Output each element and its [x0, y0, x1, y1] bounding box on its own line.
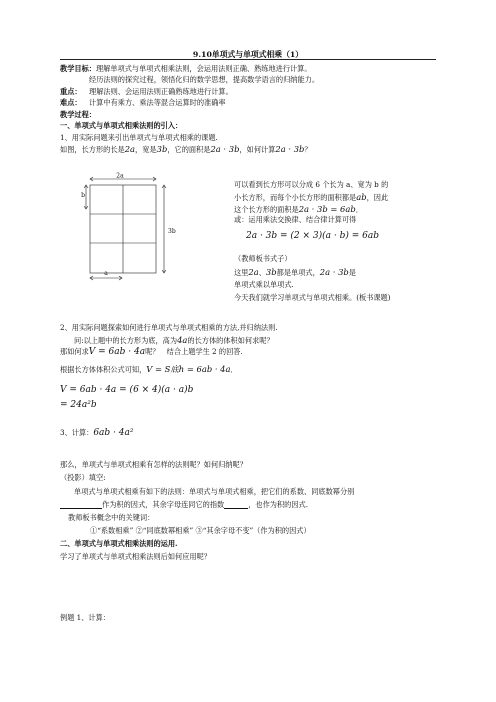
rule-line-1: 单项式与单项式相乘有如下的法则：单项式与单项式相乘，把它们的系数、同底数幂分别 [74, 487, 355, 496]
s2-line3a: 那如何求 [60, 347, 89, 356]
right-text-2-math: ab [356, 192, 367, 202]
page-title: 9.10单项式与单项式相乘（1） [192, 50, 304, 59]
s2-line4-math: V = S底h = 6ab · 4a [146, 364, 231, 374]
s1-line2-text-e: ？ [304, 145, 312, 154]
s1-line2-text-b: ，宽是 [135, 145, 157, 154]
right-text-8: 今天我们就学习单项式与单项式相乘。(板书课题) [234, 293, 391, 302]
rule-line-2b: ，也作为积的因式. [248, 500, 308, 509]
s3-row [60, 428, 133, 439]
right-text-3a: 这个长方形的面积是 [234, 205, 299, 214]
s3-label: 3、计算： [60, 428, 94, 437]
teaching-goal-row [60, 64, 312, 73]
right-text-6 [234, 267, 356, 278]
right-text-7: 单项式乘以单项式. [234, 280, 294, 289]
s2-line2a: 问:以上题中的长方形为底，高为 [74, 336, 178, 345]
s2-line1: 2、用实际问题探索如何进行单项式与单项式相乘的方法,并归纳法则. [60, 323, 278, 332]
process-label: 教学过程： [60, 110, 96, 119]
s2-line4a: 根据长方体体积公式可知， [60, 365, 147, 374]
s1-line2-text-d: ，如何计算 [239, 145, 276, 154]
key-text: 理解法则、会运用法则正确熟练地进行计算。 [89, 87, 233, 96]
right-text-6a: 这里 [234, 268, 249, 277]
title-divider [60, 59, 436, 60]
section1-title: 一、单项式与单项式相乘法则的引入： [60, 121, 183, 130]
example-line: 例题 1、计算： [60, 613, 110, 622]
calc-line-1: V = 6ab · 4a = (6 × 4)(a · a)b [60, 385, 194, 395]
keywords-line: ①“系数相乘” ②“同底数幂相乘” ③“其余字母不变”（作为积的因式） [90, 526, 311, 535]
fill-in-blank-1 [60, 500, 102, 509]
s2-line2b: 的长方体的体积如何求呢？ [187, 336, 274, 345]
teaching-goal-label: 教学目标： [60, 64, 96, 73]
right-text-6-math-3: 2a · 3b [319, 267, 349, 277]
figure-bottom-label: a [104, 270, 108, 277]
s1-line2-math-1: 2a [124, 144, 136, 154]
s1-line2-text-a: 如图，长方形的长是 [60, 145, 125, 154]
question-line: 那么，单项式与单项式相乘有怎样的法则呢？如何归纳呢？ [60, 460, 247, 469]
right-text-5: （教师板书式子） [234, 254, 292, 263]
s1-line2-math-4: 2a · 3b [275, 144, 305, 154]
board-line: 教师板书概念中的关键词： [68, 513, 155, 522]
right-text-6-math-2: 3b [265, 267, 277, 277]
right-formula: 2a · 3b = (2 × 3)(a · b) = 6ab [246, 231, 380, 241]
right-text-6b: 、 [258, 268, 266, 277]
s1-line1: 1、用实际问题来引出单项式与单项式相乘的课题. [60, 133, 218, 142]
right-text-2a: 小长方形，而每个小长方形的面积都是 [234, 193, 357, 202]
s1-line2-text-c: ，它的面积是 [167, 145, 211, 154]
right-text-2b: ，因此 [366, 193, 389, 202]
figure-left-label: b [81, 192, 85, 199]
s1-line2 [60, 144, 312, 155]
s3-expression: 6ab · 4a² [93, 428, 134, 438]
right-text-2 [234, 192, 388, 203]
s2-line2 [74, 335, 274, 346]
s2-line3 [60, 347, 243, 358]
section2-title: 二、单项式与单项式相乘法则的运用. [60, 539, 178, 548]
teaching-goal-2: 经历法则的探究过程，领悟化归的数学思想，提高数学语言的归纳能力。 [89, 75, 320, 84]
rule-line-2 [60, 500, 308, 509]
s1-line2-math-3: 2a · 3b [210, 144, 240, 154]
right-text-3b: ． [355, 205, 363, 214]
fill-in-blank-2 [224, 500, 248, 509]
right-text-4: 或：运用乘法交换律、结合律计算可得 [234, 215, 357, 224]
rectangle-grid-figure [82, 173, 200, 283]
figure-top-label: 2a [116, 172, 124, 180]
right-text-6c: 都是单项式， [276, 268, 320, 277]
right-text-1: 可以看到长方形可以分成 6 个长为 a、宽为 b 的 [234, 180, 389, 189]
calc-line-2: = 24a²b [60, 400, 97, 410]
s2-line4 [60, 364, 238, 375]
right-text-3-math: 2a · 3b = 6ab [298, 204, 356, 214]
figure-right-label: 3b [168, 228, 176, 235]
s2-line3b: 呢？ 结合上题学生 2 的回答. [145, 347, 243, 356]
key-row [60, 87, 233, 96]
s2-line2-math: 4a [177, 335, 188, 345]
right-text-3 [234, 204, 363, 215]
s4-line: 学习了单项式与单项式相乘法则后如何应用呢？ [60, 552, 211, 561]
projection-line: （投影）填空: [60, 473, 106, 482]
right-text-6d: 是 [348, 268, 356, 277]
s2-line3-math: V = 6ab · 4a [88, 347, 146, 357]
difficulty-text: 计算中有乘方、乘法等混合运算时的准确率 [89, 98, 226, 107]
teaching-goal-1: 理解单项式与单项式相乘法则，会运用法则正确、熟练地进行计算。 [95, 64, 312, 73]
difficulty-label: 难点： [60, 98, 82, 107]
s2-line4b: ． [230, 365, 238, 374]
key-label: 重点： [60, 87, 82, 96]
s1-line2-math-2: 3b [156, 144, 168, 154]
difficulty-row [60, 98, 226, 107]
right-text-6-math-1: 2a [248, 267, 259, 277]
rule-line-2a: 作为积的因式，其余字母连同它的指数 [102, 500, 225, 509]
